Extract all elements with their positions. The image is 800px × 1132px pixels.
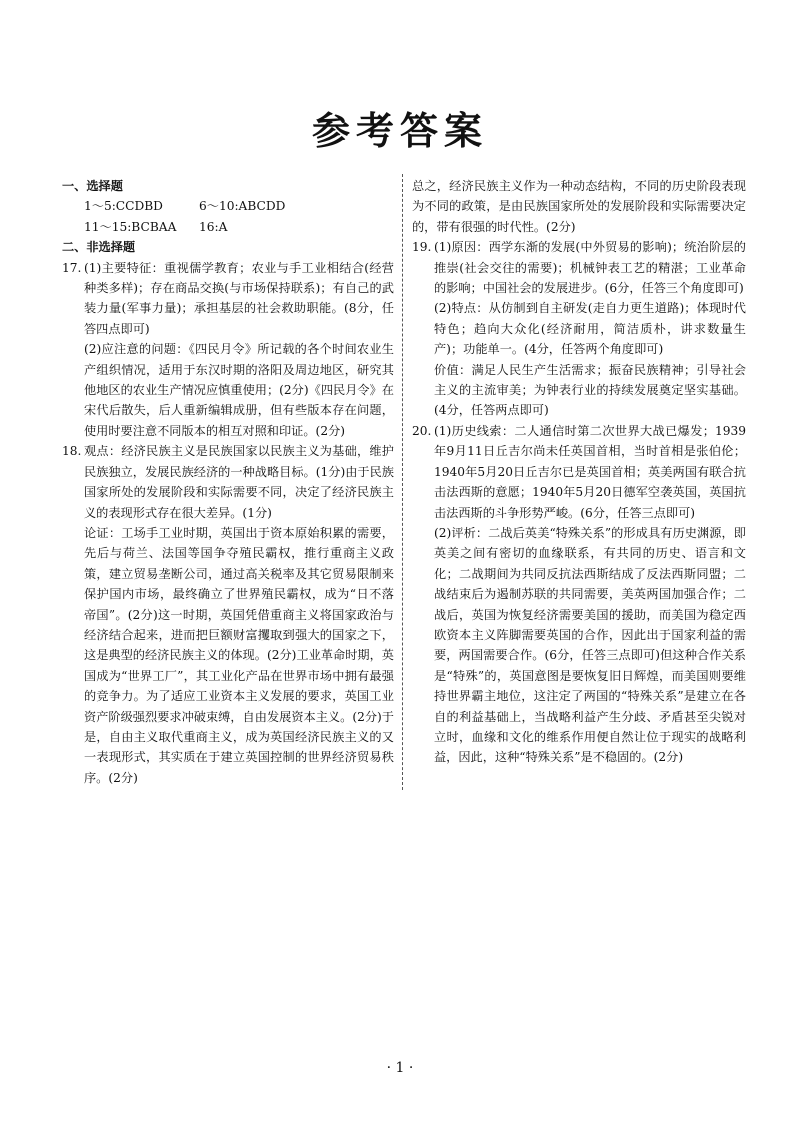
question-20 (412, 421, 746, 768)
question-18 (62, 441, 394, 788)
mcq-answer-1-5: 1～5:CCDBD (84, 199, 163, 214)
left-column (62, 176, 394, 788)
answer-paragraph: 价值：满足人民生产生活需求；振奋民族精神；引导社会主义的主流审美；为钟表行业的持续发展奠定坚实基础。(4分，任答两点即可) (434, 362, 746, 418)
answer-paragraph: 论证：工场手工业时期，英国出于资本原始积累的需要，先后与荷兰、法国等国争夺殖民霸权，推行重商主义政策，建立贸易垄断公司，通过高关税率及其它贸易限制来保护国内市场，最终确立了世界殖民霸权，成为“日不落帝国”。(2分)这一时期，英国凭借重商主义将国家政治与经济结合起来，进而把巨额财富攫取到强大的国家之下，这是典型的经济民族主义的体现。(2分)工业革命时期，英国成为“世界工厂”，其工业化产品在世界市场中拥有最强的竞争力。为了适应工业资本主义发展的要求，英国工业资产阶级强烈要求冲破束缚，自由发展资本主义。(2分)于是，自由主义取代重商主义，成为英国经济民族主义的又一表现形式，其实质在于建立英国控制的世界经济贸易秩序。(2分) (84, 525, 394, 785)
page-title: 参考答案 (311, 109, 488, 153)
answer-paragraph: (2)特点：从仿制到自主研发(走自力更生道路)；体现时代特色；趋向大众化(经济耐用，简洁质朴，讲求数量生产)；功能单一。(4分，任答两个角度即可) (434, 301, 746, 357)
mcq-row-2 (62, 217, 394, 237)
question-17 (62, 258, 394, 442)
mcq-answer-11-15: 11～15:BCBAA (84, 219, 177, 234)
answer-paragraph: (1)历史线索：二人通信时第二次世界大战已爆发；1939年9月11日丘吉尔尚未任英国首相，当时首相是张伯伦；1940年5月20日丘吉尔已是英国首相；英美两国有联合抗击法西斯的意愿；1940年5月20日德军空袭英国，英国抗击法西斯的斗争形势严峻。(6分，任答三点即可) (434, 423, 746, 520)
answer-paragraph: (2)应注意的问题：《四民月令》所记载的各个时间农业生产组织情况，适用于东汉时期的洛阳及周边地区，研究其他地区的农业生产情况应慎重使用；(2分)《四民月令》在宋代后散失，后人重新编辑成册，但有些版本存在问题，使用时要注意不同版本的相互对照和印证。(2分) (84, 342, 394, 438)
question-18-continued (412, 176, 746, 237)
question-number: 18. (62, 444, 82, 459)
question-number: 20. (412, 423, 432, 438)
answer-paragraph: (2)评析：二战后英美“特殊关系”的形成具有历史渊源，即英美之间有密切的血缘联系，有共同的历史、语言和文化；二战期间为共同反抗法西斯结成了反法西斯同盟；二战结束后为遏制苏联的共同需要，美英两国加强合作；二战后，英国为恢复经济需要美国的援助，而美国为稳定西欧资本主义阵脚需要英国的合作，因此出于国家利益的需要，两国需要合作。(6分，任答三点即可)但这种合作关系是“特殊”的，英国意图是要恢复旧日辉煌，而美国则要维持世界霸主地位，这注定了两国的“特殊关系”是建立在各自的利益基础上，当战略利益产生分歧、矛盾甚至尖锐对立时，血缘和文化的维系作用便自然让位于现实的战略利益，因此，这种“特殊关系”是不稳固的。(2分) (434, 525, 746, 765)
mcq-answer-16: 16:A (199, 219, 228, 234)
mcq-answer-6-10: 6～10:ABCDD (199, 199, 286, 214)
page-number: · 1 · (386, 1060, 414, 1076)
question-number: 17. (62, 260, 82, 275)
answer-paragraph: (1)原因：西学东渐的发展(中外贸易的影响)；统治阶层的推崇(社会交往的需要)；机械钟表工艺的精湛；工业革命的影响；中国社会的发展进步。(6分，任答三个角度即可) (434, 240, 746, 296)
mcq-row-1 (62, 196, 394, 216)
answer-paragraph: 观点：经济民族主义是民族国家以民族主义为基础，维护民族独立，发展民族经济的一种战略目标。(1分)由于民族国家所处的发展阶段和实际需要不同，决定了经济民族主义的表现形式存在很大差异。(1分) (84, 444, 394, 520)
question-19 (412, 237, 746, 421)
answer-paragraph: (1)主要特征：重视儒学教育；农业与手工业相结合(经营种类多样)；存在商品交换(与市场保持联系)；有自己的武装力量(军事力量)；承担基层的社会救助职能。(8分，任答四点即可) (84, 260, 394, 336)
section-choice-heading: 一、选择题 (62, 179, 123, 193)
section-nonchoice-heading: 二、非选择题 (62, 240, 136, 255)
column-divider (402, 174, 403, 790)
answer-paragraph: 总之，经济民族主义作为一种动态结构，不同的历史阶段表现为不同的政策，是由民族国家所处的发展阶段和实际需要决定的，带有很强的时代性。(2分) (412, 179, 746, 234)
right-column (412, 176, 746, 768)
question-number: 19. (412, 240, 432, 255)
